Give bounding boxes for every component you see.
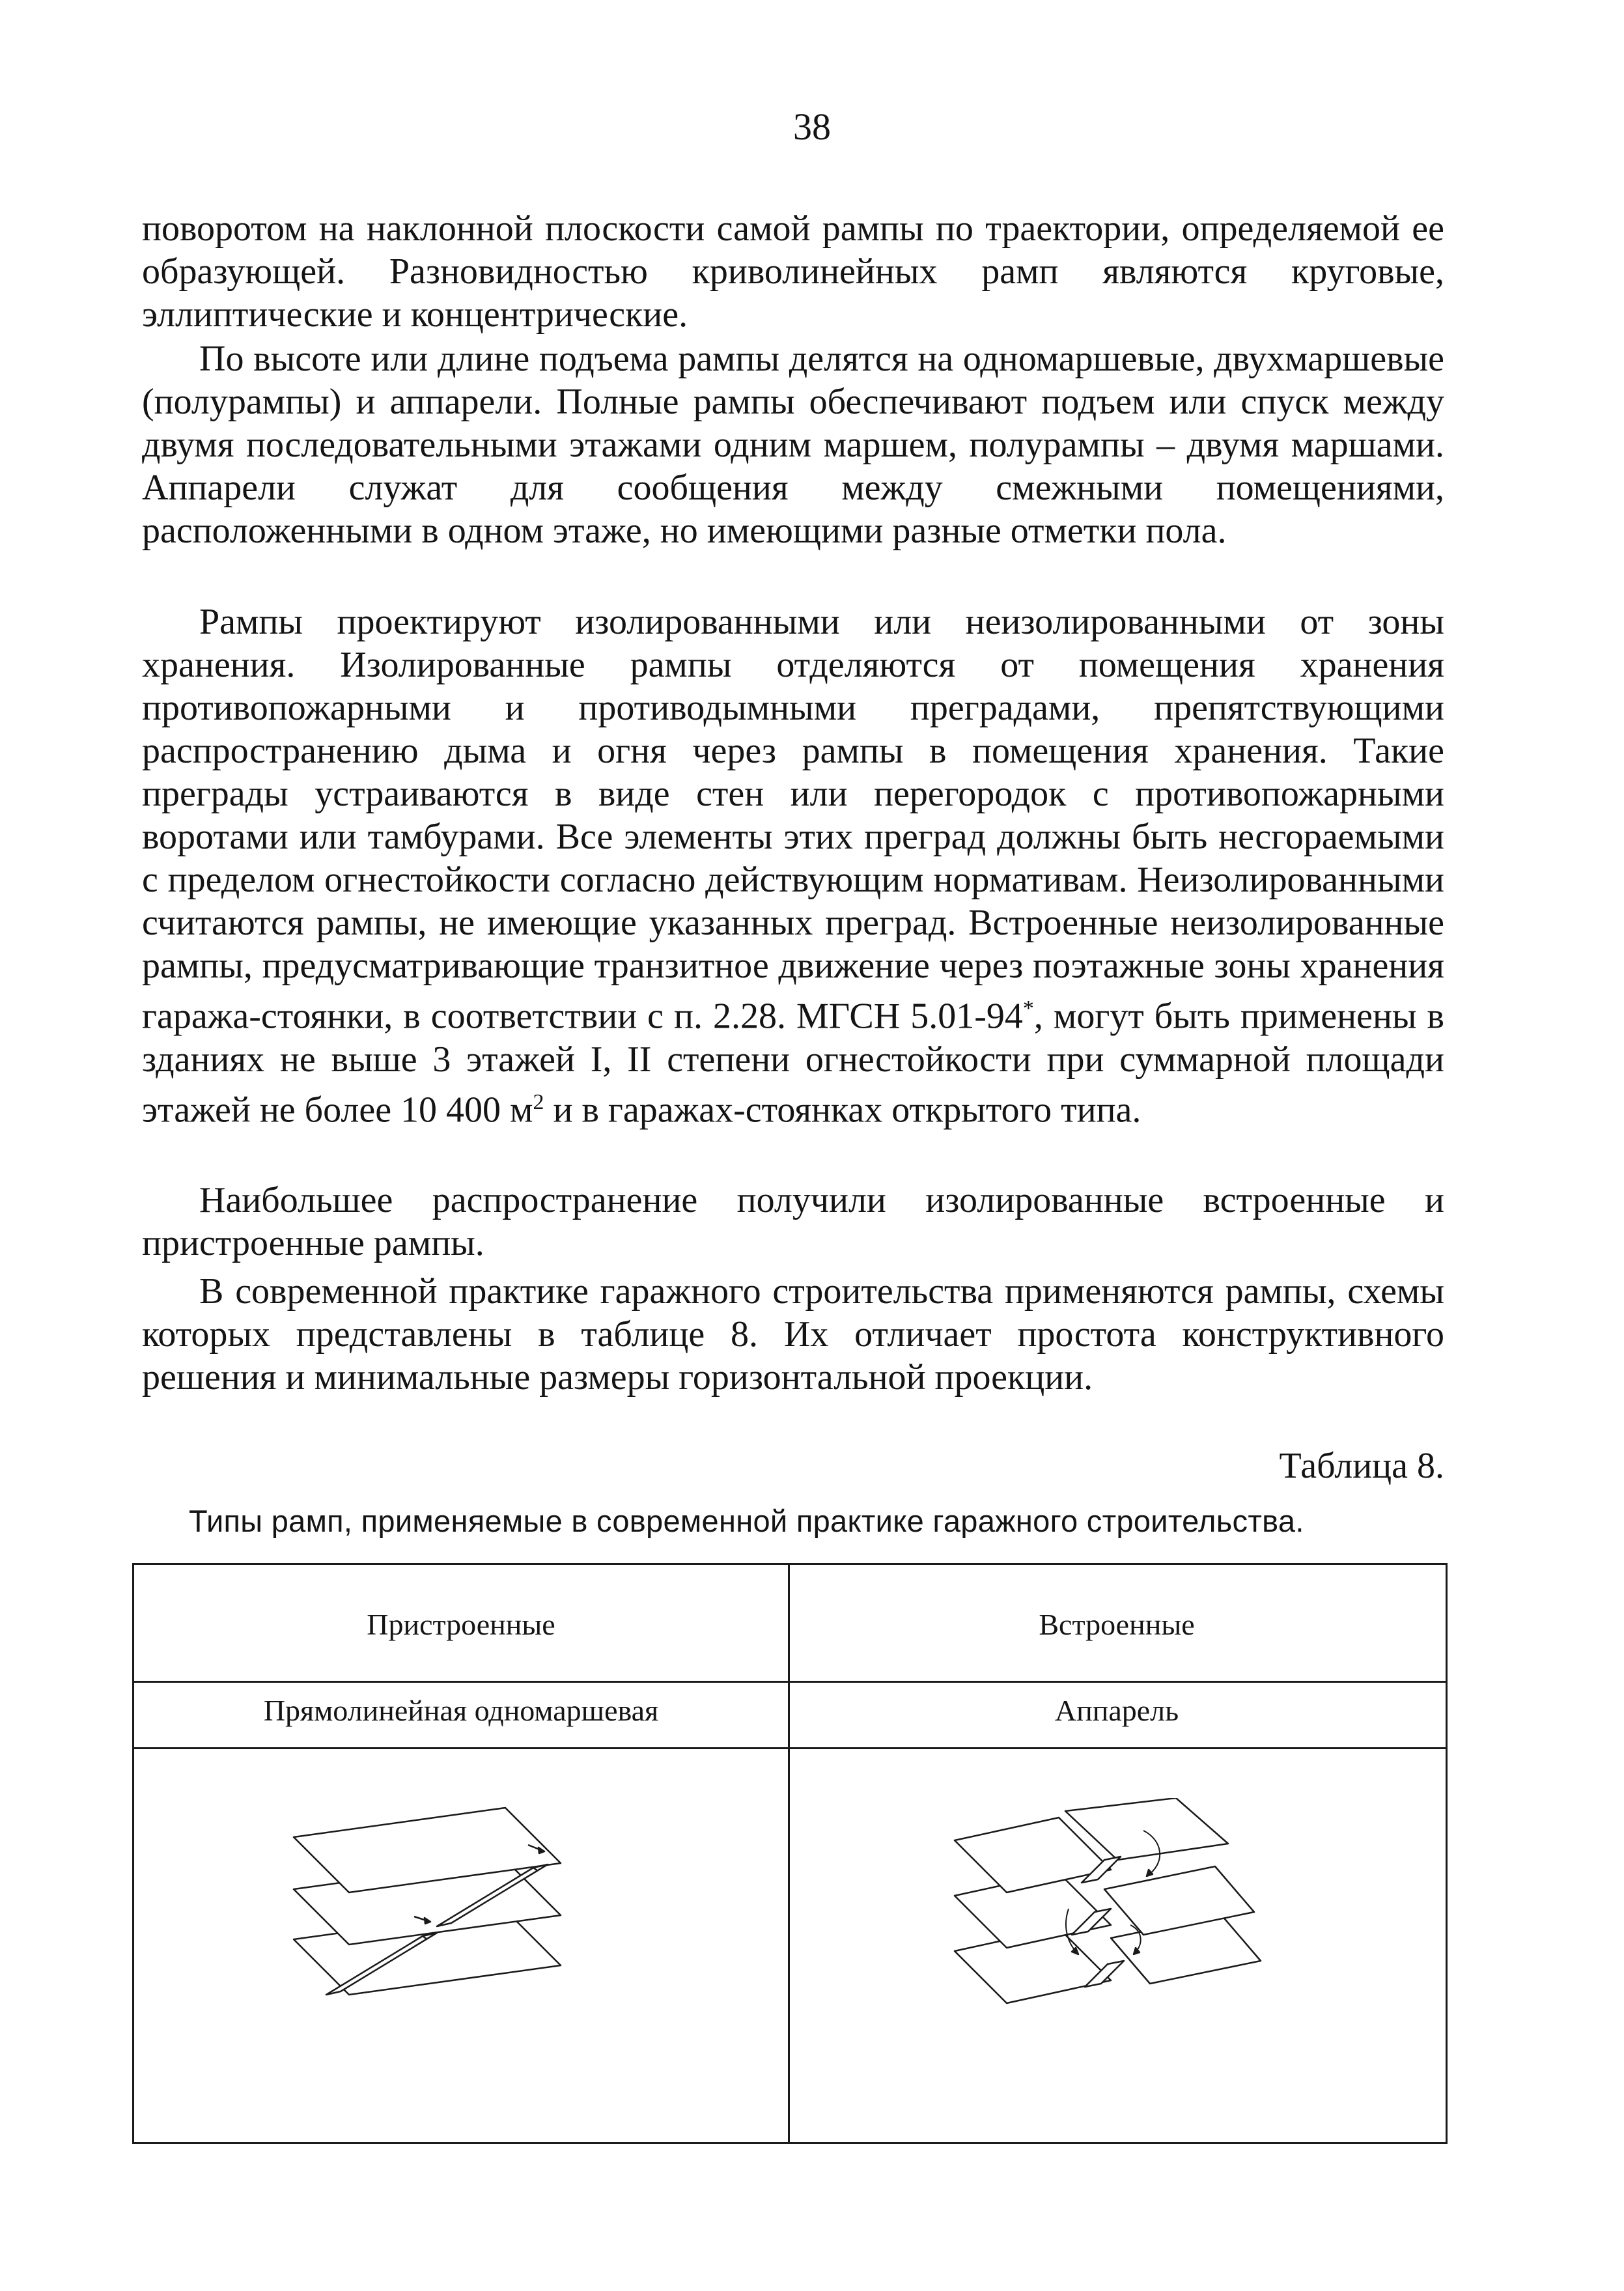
paragraph-2: По высоте или длине подъема рампы делятся на одномаршевые, двухмаршевые (полурампы) и аппарели. Полные рампы обеспечивают подъем или спуск между двумя последовательными этажами одним маршем, полурампы – двумя маршами. Аппарели служат для сообщения между смежными помещениями, расположенными в одном этаже, но имеющими разные отметки пола.	[142, 339, 1444, 551]
paragraph-3-part-3: и в гаражах-стоянках открытого типа.	[544, 1089, 1141, 1131]
table-subtype-straight-single-flight: Прямолинейная одномаршевая	[263, 1694, 659, 1727]
paragraph-3-part-1: Рампы проектируют изолированными или неизолированными от зоны хранения. Изолированные рампы отделяются от помещения хранения противопожарными и противодымными преградами, препятствующими распространению дыма и огня через рампы в помещения хранения. Такие преграды устраиваются в виде стен или перегородок с противопожарными воротами или тамбурами. Все элементы этих преград должны быть несгораемыми с пределом огнестойкости согласно действующим нормативам. Неизолированными считаются рампы, не имеющие указанных преград. Встроенные неизолированные рампы, предусматривающие транзитное движение через поэтажные зоны хранения гаража-стоянки, в соответствии с п. 2.28. МГСН 5.01-94	[142, 602, 1444, 1037]
table-row-divider	[134, 1681, 1446, 1683]
paragraph-1: поворотом на наклонной плоскости самой рампы по траектории, определяемой ее образующей. Разновидностью криволинейных рамп являются круговые, эллиптические и концентрические.	[142, 208, 1444, 335]
paragraph-5: В современной практике гаражного строительства применяются рампы, схемы которых представлены в таблице 8. Их отличает простота конструктивного решения и минимальные размеры горизонтальной проекции.	[142, 1271, 1444, 1398]
paragraph-3-part-2: , могут быть применены в зданиях не выше 3 этажей I, II степени огнестойкости при суммарной площади этажей не более 10 400 м	[142, 996, 1444, 1131]
superscript-square: 2	[533, 1089, 544, 1114]
table-header-built-in: Встроенные	[1039, 1608, 1195, 1641]
paragraph-4: Наибольшее распространение получили изолированные встроенные и пристроенные рампы.	[142, 1180, 1444, 1263]
apparel-ramp-diagram	[948, 1798, 1274, 2026]
paragraph-3	[142, 600, 1444, 1131]
table-caption: Типы рамп, применяемые в современной практике гаражного строительства.	[189, 1504, 1304, 1538]
ramps-table	[132, 1563, 1448, 2144]
table-column-divider	[788, 1565, 790, 2142]
straight-ramp-diagram	[281, 1806, 645, 2014]
table-subtype-apparel: Аппарель	[1054, 1694, 1179, 1727]
page-number: 38	[793, 105, 831, 148]
table-row-divider	[134, 1747, 1446, 1749]
floor-slab-middle-right	[1104, 1866, 1254, 1935]
table-header-attached: Пристроенные	[367, 1608, 555, 1641]
superscript-asterisk: *	[1022, 996, 1034, 1020]
table-number: Таблица 8.	[1279, 1446, 1444, 1486]
